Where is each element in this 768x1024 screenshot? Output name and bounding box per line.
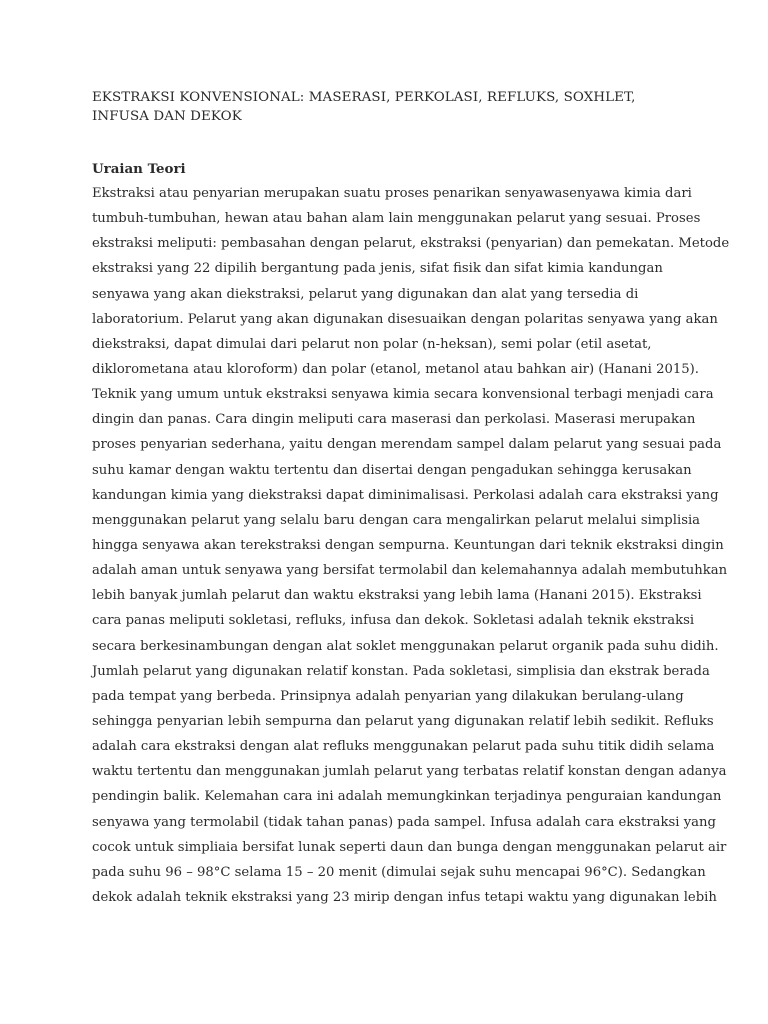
paragraph-line: Ekstraksi atau penyarian merupakan suatu proses penarikan senyawasenyawa kimia dari [92, 186, 692, 201]
document-title [92, 88, 692, 126]
paragraph-line: adalah aman untuk senyawa yang bersifat termolabil dan kelemahannya adalah membutuhkan [92, 563, 728, 579]
paragraph-line: lebih banyak jumlah pelarut dan waktu ekstraksi yang lebih lama (Hanani 2015). Ekstraksi [92, 588, 702, 604]
paragraph-line: cara panas meliputi sokletasi, refluks, infusa dan dekok. Sokletasi adalah teknik ekstraksi [92, 613, 695, 629]
paragraph-line: dingin dan panas. Cara dingin meliputi cara maserasi dan perkolasi. Maserasi merupakan [92, 412, 696, 428]
paragraph-line: senyawa yang akan diekstraksi, pelarut yang digunakan dan alat yang tersedia di [92, 286, 639, 302]
body-paragraph [92, 185, 730, 914]
paragraph-line: pada suhu 96 – 98°C selama 15 – 20 menit (dimulai sejak suhu mencapai 96°C). Sedangkan [92, 864, 706, 880]
paragraph-line: ekstraksi meliputi: pembasahan dengan pelarut, ekstraksi (penyarian) dan pemekatan. Metode [92, 236, 730, 252]
paragraph-line: tumbuh-tumbuhan, hewan atau bahan alam lain menggunakan pelarut yang sesuai. Proses [92, 211, 701, 227]
paragraph-line: adalah cara ekstraksi dengan alat refluks menggunakan pelarut pada suhu titik didih selama [92, 739, 715, 755]
paragraph-line: secara berkesinambungan dengan alat soklet menggunakan pelarut organik pada suhu didih. [92, 638, 719, 654]
document-title-line-2: INFUSA DAN DEKOK [92, 109, 242, 124]
paragraph-line: cocok untuk simpliaia bersifat lunak seperti daun dan bunga dengan menggunakan pelarut air [92, 839, 727, 855]
paragraph-line: hingga senyawa akan terekstraksi dengan sempurna. Keuntungan dari teknik ekstraksi dingin [92, 537, 724, 553]
paragraph-line: diklorometana atau kloroform) dan polar (etanol, metanol atau bahkan air) (Hanani 2015). [92, 361, 699, 377]
paragraph-line: suhu kamar dengan waktu tertentu dan disertai dengan pengadukan sehingga kerusakan [92, 462, 692, 478]
paragraph-line: diekstraksi, dapat dimulai dari pelarut non polar (n-heksan), semi polar (etil asetat, [92, 336, 652, 352]
paragraph-line: waktu tertentu dan menggunakan jumlah pelarut yang terbatas relatif konstan dengan adanya [92, 764, 727, 780]
document-title-line-1: EKSTRAKSI KONVENSIONAL: MASERASI, PERKOLASI, REFLUKS, SOXHLET, [92, 90, 636, 105]
paragraph-line: senyawa yang termolabil (tidak tahan panas) pada sampel. Infusa adalah cara ekstraksi yang [92, 814, 716, 830]
paragraph-line: pendingin balik. Kelemahan cara ini adalah memungkinkan terjadinya penguraian kandungan [92, 789, 722, 805]
paragraph-line: kandungan kimia yang diekstraksi dapat diminimalisasi. Perkolasi adalah cara ekstraksi yang [92, 487, 719, 503]
paragraph-line: dekok adalah teknik ekstraksi yang 23 mirip dengan infus tetapi waktu yang digunakan lebih [92, 889, 717, 905]
paragraph-line: Teknik yang umum untuk ekstraksi senyawa kimia secara konvensional terbagi menjadi cara [92, 387, 714, 403]
paragraph-line: proses penyarian sederhana, yaitu dengan merendam sampel dalam pelarut yang sesuai pada [92, 437, 722, 453]
section-heading: Uraian Teori [92, 161, 186, 177]
paragraph-line: ekstraksi yang 22 dipilih bergantung pada jenis, sifat fisik dan sifat kimia kandungan [92, 261, 663, 277]
paragraph-line: Jumlah pelarut yang digunakan relatif konstan. Pada sokletasi, simplisia dan ekstrak berada [92, 663, 710, 679]
paragraph-line: sehingga penyarian lebih sempurna dan pelarut yang digunakan relatif lebih sedikit. Refluks [92, 713, 714, 729]
paragraph-line: pada tempat yang berbeda. Prinsipnya adalah penyarian yang dilakukan berulang-ulang [92, 688, 684, 704]
paragraph-line: laboratorium. Pelarut yang akan digunakan disesuaikan dengan polaritas senyawa yang akan [92, 311, 718, 327]
paragraph-line: menggunakan pelarut yang selalu baru dengan cara mengalirkan pelarut melalui simplisia [92, 512, 701, 528]
